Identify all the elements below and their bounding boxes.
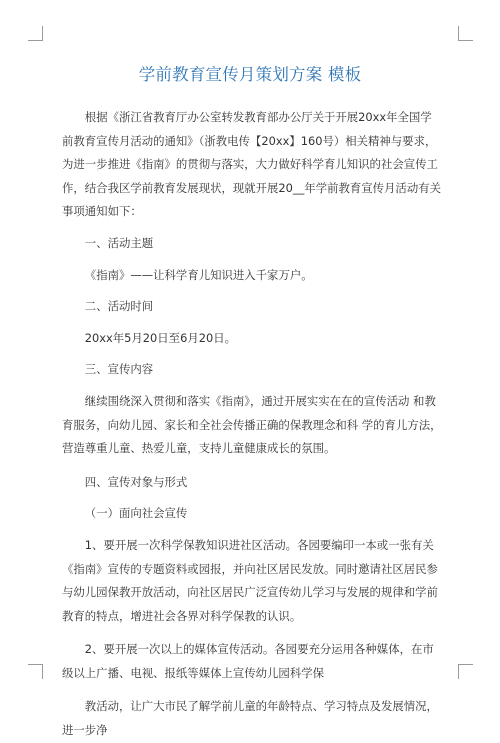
community-activity-paragraph: 1、要开展一次科学保教知识进社区活动。各园要编印一本或一张有关《指南》宣传的专题资料或园报，并向社区居民发放。同时邀请社区居民参与幼儿园保教开放活动，向社区居民广泛宣传幼儿学习与发展的规律和学前教育的特点，增进社会各界对科学保教的认识。: [62, 537, 438, 623]
media-activity-paragraph: 2、要开展一次以上的媒体宣传活动。各园要充分运用各种媒体，在市级以上广播、电视、报纸等媒体上宣传幼儿园科学保: [62, 642, 434, 680]
page-corner-mark-top-right: [458, 26, 473, 41]
section-heading-audience: 四、宣传对象与形式: [84, 474, 188, 489]
page-corner-mark-bottom-right: [458, 664, 473, 679]
section-heading-content: 三、宣传内容: [84, 362, 154, 377]
intro-paragraph: 根据《浙江省教育厅办公室转发教育部办公厅关于开展20xx年全国学前教育宣传月活动的通知》（浙教电传【20xx】160号）相关精神与要求，为进一步推进《指南》的贯彻与落实，大力做好科学育儿知识的社会宣传工作，结合我区学前教育发展现状，现就开展20__年学前教育宣传月活动有关事项通知如下：: [62, 110, 441, 219]
continued-paragraph: 教活动，让广大市民了解学前儿童的年龄特点、学习特点及发展情况，进一步净: [62, 699, 438, 738]
page-corner-mark-bottom-left: [28, 664, 43, 679]
section-heading-time: 二、活动时间: [84, 299, 154, 314]
subheading-public: （一）面向社会宣传: [84, 506, 188, 521]
time-paragraph: 20xx年5月20日至6月20日。: [84, 330, 236, 345]
section-heading-theme: 一、活动主题: [84, 235, 154, 250]
page-corner-mark-top-left: [28, 26, 43, 41]
theme-paragraph: 《指南》——让科学育儿知识进入千家万户。: [84, 267, 313, 282]
document-title: 学前教育宣传月策划方案 模板: [138, 65, 362, 84]
document-body: [62, 106, 442, 743]
content-paragraph: 继续围绕深入贯彻和落实《指南》，通过开展实实在在的宣传活动 和教育服务，向幼儿园、家长和全社会传播正确的保教理念和科 学的育儿方法，营造尊重儿童、热爱儿童，支持儿童健康成长的氛围。: [62, 393, 442, 456]
